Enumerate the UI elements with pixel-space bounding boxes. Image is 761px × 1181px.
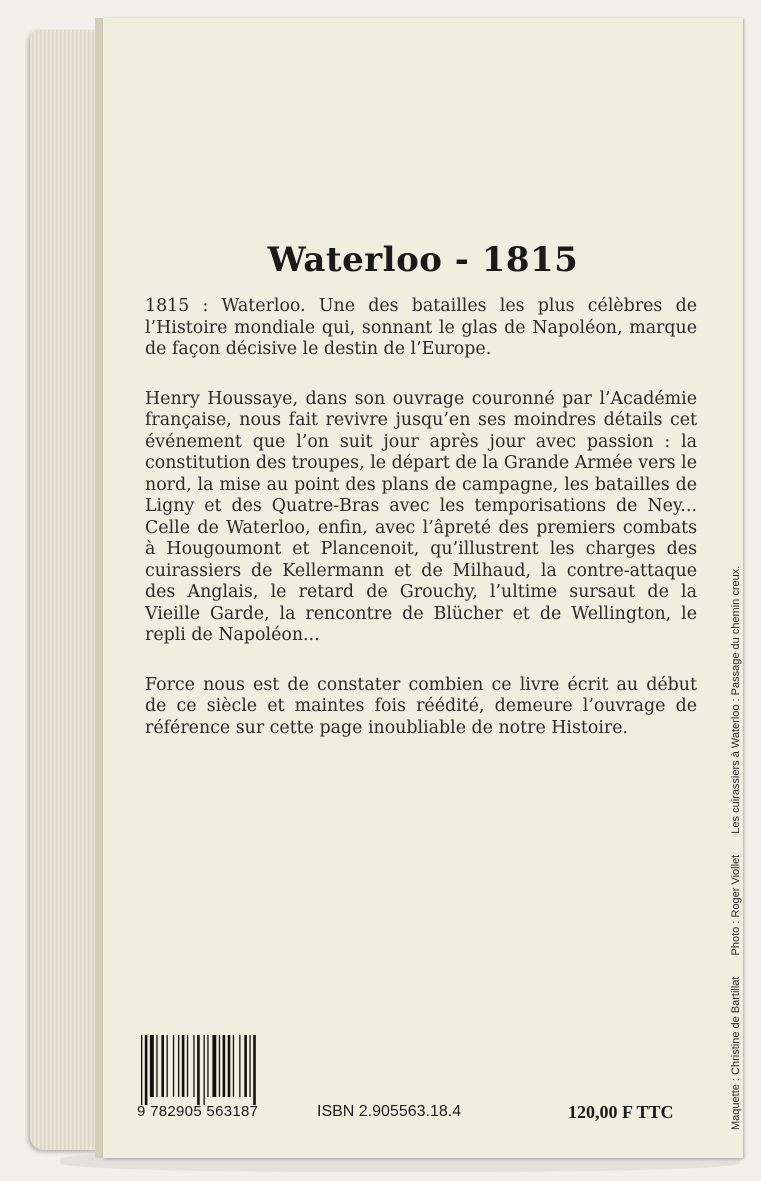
barcode-bar [193,1035,194,1097]
barcode-bars [137,1035,282,1105]
photo-credit: Photo : Roger Viollet [730,854,742,956]
barcode-bar [219,1035,220,1097]
barcode-bar [156,1035,157,1097]
barcode-bar [249,1035,250,1097]
blurb-paragraph-2: Henry Houssaye, dans son ouvrage couronné par l’Académie française, nous fait revivre jusqu’en ses moindres détails cet événement que l’on suit jour après jour avec passion : la constitution des troupes, le départ de la Grande Armée vers le nord, la mise au point des plans de campagne, les batailles de Ligny et des Quatre-Bras avec les temporisations de Ney... Celle de Waterloo, enfin, avec l’âpreté des premiers combats à Hougoumont et Plancenoit, qu’illustrent les charges des cuirassiers de Kellermann et de Milhaud, la contre-attaque des Anglais, le retard de Grouchy, l’ultime sursaut de la Vieille Garde, la rencontre de Blücher et de Wellington, le repli de Napoléon... [145,388,697,645]
barcode-bar [228,1035,231,1097]
barcode-bar [239,1035,240,1097]
barcode-bar [212,1035,216,1097]
design-credit: Maquette : Christine de Bartillat [730,976,742,1130]
barcode-bar [178,1035,179,1097]
barcode-bar [187,1035,188,1097]
cover-credits [730,548,742,1130]
barcode-bar [233,1035,234,1097]
back-cover-blurb [145,296,697,767]
book-title: Waterloo - 1815 [267,240,579,280]
barcode-bar [150,1035,154,1097]
barcode-digits: 9 782905 563187 [137,1103,259,1120]
barcode-bar [145,1035,148,1105]
price: 120,00 F TTC [568,1102,674,1122]
barcode-bar [141,1035,142,1105]
barcode-bar [253,1035,256,1105]
barcode-bar [197,1035,200,1105]
blurb-paragraph-3: Force nous est de constater combien ce livre écrit au début de ce siècle et maintes fois réédité, demeure l’ouvrage de référence sur cette page inoubliable de notre Histoire. [145,674,697,738]
barcode-bar [182,1035,185,1097]
isbn-number: ISBN 2.905563.18.4 [317,1103,462,1120]
blurb-paragraph-1: 1815 : Waterloo. Une des batailles les plus célèbres de l’Histoire mondiale qui, sonnant le glas de Napoléon, marque de façon décisive le destin de l’Europe. [145,296,697,359]
barcode-bar [161,1035,164,1097]
barcode-bar [223,1035,226,1097]
barcode-bar [173,1035,174,1097]
photo-caption: Les cuirassiers à Waterloo : Passage du chemin creux. [730,565,742,834]
barcode-bar [167,1035,168,1097]
barcode-bar [204,1035,205,1105]
barcode-bar [244,1035,247,1097]
barcode-bar [207,1035,208,1097]
